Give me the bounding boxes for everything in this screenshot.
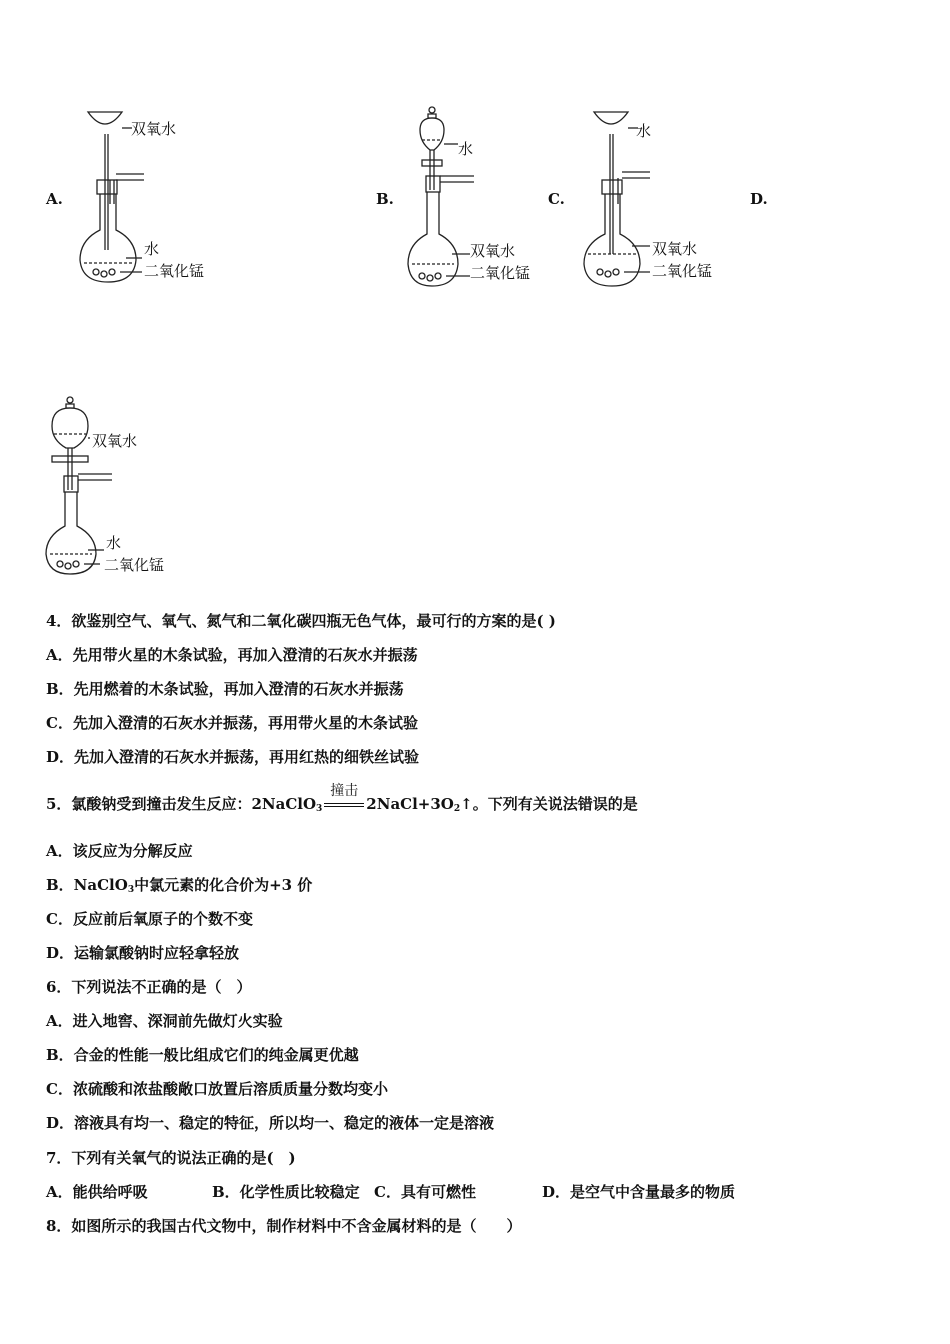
q6-option-b: B．合金的性能一般比组成它们的纯金属更优越 <box>46 1046 359 1064</box>
q5-option-d: D．运输氯酸钠时应轻拿轻放 <box>46 944 240 962</box>
reaction-arrow <box>322 783 366 813</box>
q8-stem: 8．如图所示的我国古代文物中，制作材料中不含金属材料的是（ ） <box>46 1217 522 1235</box>
q6-stem: 6．下列说法不正确的是（ ） <box>46 978 252 996</box>
d-solid-label: 二氧化锰 <box>104 556 165 574</box>
b-solid-label: 二氧化锰 <box>470 264 531 282</box>
q4-stem: 4．欲鉴别空气、氧气、氮气和二氧化碳四瓶无色气体，最可行的方案的是( ) <box>46 612 556 630</box>
q4-option-d: D．先加入澄清的石灰水并振荡，再用红热的细铁丝试验 <box>46 748 420 766</box>
d-liquid-label: 水 <box>106 534 122 552</box>
q5-product: $2NaCl+3O_2$ <box>366 795 461 814</box>
c-funnel-label: 水 <box>636 122 652 140</box>
q7-option-a: A．能供给呼吸 <box>46 1183 148 1201</box>
reaction-condition: 撞击 <box>330 783 359 799</box>
q5-reactant: 2NaClO$_3$ <box>251 795 323 814</box>
option-a-label: A. <box>46 190 63 208</box>
q5-stem-suffix: ↑。下列有关说法错误的是 <box>460 795 638 813</box>
q4-option-a: A．先用带火星的木条试验，再加入澄清的石灰水并振荡 <box>46 646 418 664</box>
q4-option-c: C．先加入澄清的石灰水并振荡，再用带火星的木条试验 <box>46 714 418 732</box>
q5-stem-prefix: 5．氯酸钠受到撞击发生反应： <box>46 795 252 813</box>
b-liquid-label: 双氧水 <box>470 242 516 260</box>
q6-option-c: C．浓硫酸和浓盐酸敞口放置后溶质质量分数均变小 <box>46 1080 388 1098</box>
a-liquid-label: 水 <box>144 240 160 258</box>
d-funnel-label: 双氧水 <box>92 432 138 450</box>
q5-option-b: B．NaClO$_3$中氯元素的化合价为+3 价 <box>46 876 313 895</box>
c-liquid-label: 双氧水 <box>652 240 698 258</box>
option-d-label: D. <box>750 190 768 208</box>
b-funnel-label: 水 <box>458 140 474 158</box>
q6-option-d: D．溶液具有均一、稳定的特征，所以均一、稳定的液体一定是溶液 <box>46 1114 495 1132</box>
q4-option-b: B．先用燃着的木条试验，再加入澄清的石灰水并振荡 <box>46 680 404 698</box>
q6-option-a: A．进入地窖、深洞前先做灯火实验 <box>46 1012 283 1030</box>
q7-option-d: D．是空气中含量最多的物质 <box>542 1183 736 1201</box>
c-solid-label: 二氧化锰 <box>652 262 713 280</box>
q5-stem <box>46 783 638 814</box>
q7-stem: 7．下列有关氧气的说法正确的是( ) <box>46 1149 296 1167</box>
option-b-label: B. <box>376 190 394 208</box>
a-solid-label: 二氧化锰 <box>144 262 205 280</box>
a-funnel-label: 双氧水 <box>131 120 177 138</box>
q7-option-b: B．化学性质比较稳定 <box>212 1183 360 1201</box>
q5-option-c: C．反应前后氧原子的个数不变 <box>46 910 253 928</box>
q5-option-a: A．该反应为分解反应 <box>46 842 193 860</box>
option-c-label: C. <box>548 190 565 208</box>
q7-option-c: C．具有可燃性 <box>374 1183 476 1201</box>
